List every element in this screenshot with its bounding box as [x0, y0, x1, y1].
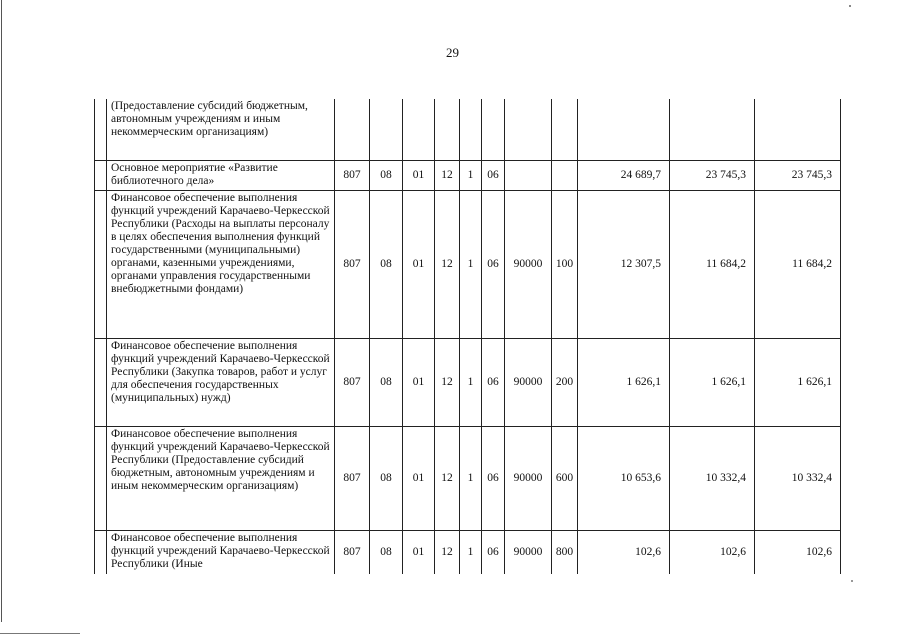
- code-expense-type: 600: [552, 426, 578, 530]
- code-subprogram: 1: [460, 530, 482, 574]
- code-expense-type: 800: [552, 530, 578, 574]
- code-section: [370, 99, 403, 160]
- row-description: (Предоставление субсидий бюджетным, автономным учреждениям и иным некоммерческим организациям): [107, 99, 335, 160]
- amount-year-2: 102,6: [670, 530, 755, 574]
- code-expense-type: [552, 160, 578, 190]
- code-program: 12: [435, 190, 460, 338]
- row-indent-cell: [95, 190, 107, 338]
- code-gl: [335, 99, 370, 160]
- table-row: [95, 426, 841, 530]
- amount-year-2: 23 745,3: [670, 160, 755, 190]
- code-measure: 06: [482, 338, 505, 426]
- scan-bottom-line: [0, 633, 80, 634]
- row-indent-cell: [95, 426, 107, 530]
- code-gl: 807: [335, 190, 370, 338]
- code-direction: [505, 160, 552, 190]
- code-section: 08: [370, 338, 403, 426]
- code-section: 08: [370, 190, 403, 338]
- code-measure: 06: [482, 160, 505, 190]
- amount-year-2: 10 332,4: [670, 426, 755, 530]
- row-description: Финансовое обеспечение выполнения функций учреждений Карачаево-Черкесской Республики (Предоставление субсидий бюджетным, автономным учреждениям и иным некоммерческим организациям): [107, 426, 335, 530]
- amount-year-3: 1 626,1: [755, 338, 841, 426]
- code-expense-type: 200: [552, 338, 578, 426]
- amount-year-1: 24 689,7: [578, 160, 670, 190]
- amount-year-1: [578, 99, 670, 160]
- table-row: [95, 530, 841, 574]
- code-direction: 90000: [505, 426, 552, 530]
- amount-year-3: 23 745,3: [755, 160, 841, 190]
- amount-year-1: 12 307,5: [578, 190, 670, 338]
- amount-year-1: 1 626,1: [578, 338, 670, 426]
- code-direction: 90000: [505, 530, 552, 574]
- row-indent-cell: [95, 530, 107, 574]
- amount-year-3: 11 684,2: [755, 190, 841, 338]
- code-gl: 807: [335, 338, 370, 426]
- code-section: 08: [370, 530, 403, 574]
- scan-left-edge: [1, 0, 2, 622]
- code-subprogram: 1: [460, 338, 482, 426]
- code-expense-type: 100: [552, 190, 578, 338]
- code-measure: [482, 99, 505, 160]
- code-direction: [505, 99, 552, 160]
- code-subsection: 01: [403, 530, 435, 574]
- row-description: Финансовое обеспечение выполнения функций учреждений Карачаево-Черкесской Республики (Закупка товаров, работ и услуг для обеспечения государственных (муниципальных) нужд): [107, 338, 335, 426]
- code-program: 12: [435, 426, 460, 530]
- code-gl: 807: [335, 530, 370, 574]
- code-subprogram: 1: [460, 426, 482, 530]
- code-direction: 90000: [505, 190, 552, 338]
- budget-table: [94, 99, 841, 574]
- code-expense-type: [552, 99, 578, 160]
- code-direction: 90000: [505, 338, 552, 426]
- row-description: Финансовое обеспечение выполнения функций учреждений Карачаево-Черкесской Республики (Иные: [107, 530, 335, 574]
- code-subprogram: [460, 99, 482, 160]
- row-indent-cell: [95, 99, 107, 160]
- page-number: 29: [446, 45, 459, 60]
- table-row: [95, 160, 841, 190]
- code-measure: 06: [482, 190, 505, 338]
- code-program: 12: [435, 160, 460, 190]
- code-subsection: [403, 99, 435, 160]
- amount-year-3: [755, 99, 841, 160]
- code-measure: 06: [482, 530, 505, 574]
- code-measure: 06: [482, 426, 505, 530]
- code-program: 12: [435, 338, 460, 426]
- code-subsection: 01: [403, 426, 435, 530]
- amount-year-1: 10 653,6: [578, 426, 670, 530]
- code-section: 08: [370, 426, 403, 530]
- row-indent-cell: [95, 338, 107, 426]
- row-description: Финансовое обеспечение выполнения функций учреждений Карачаево-Черкесской Республики (Расходы на выплаты персоналу в целях обеспечения выполнения функций государственными (муниципальными) органами, казенными учреждениями, органами управления государственными внебюджетными фондами): [107, 190, 335, 338]
- code-program: [435, 99, 460, 160]
- amount-year-3: 102,6: [755, 530, 841, 574]
- table-row: [95, 338, 841, 426]
- code-subprogram: 1: [460, 160, 482, 190]
- amount-year-1: 102,6: [578, 530, 670, 574]
- row-description: Основное мероприятие «Развитие библиотечного дела»: [107, 160, 335, 190]
- table-row: [95, 190, 841, 338]
- table-row: [95, 99, 841, 160]
- code-subprogram: 1: [460, 190, 482, 338]
- code-program: 12: [435, 530, 460, 574]
- code-subsection: 01: [403, 190, 435, 338]
- row-indent-cell: [95, 160, 107, 190]
- code-gl: 807: [335, 426, 370, 530]
- code-section: 08: [370, 160, 403, 190]
- amount-year-2: 11 684,2: [670, 190, 755, 338]
- scan-speck: [851, 580, 853, 582]
- code-subsection: 01: [403, 338, 435, 426]
- code-subsection: 01: [403, 160, 435, 190]
- code-gl: 807: [335, 160, 370, 190]
- amount-year-2: 1 626,1: [670, 338, 755, 426]
- amount-year-2: [670, 99, 755, 160]
- scan-speck: [849, 5, 851, 7]
- amount-year-3: 10 332,4: [755, 426, 841, 530]
